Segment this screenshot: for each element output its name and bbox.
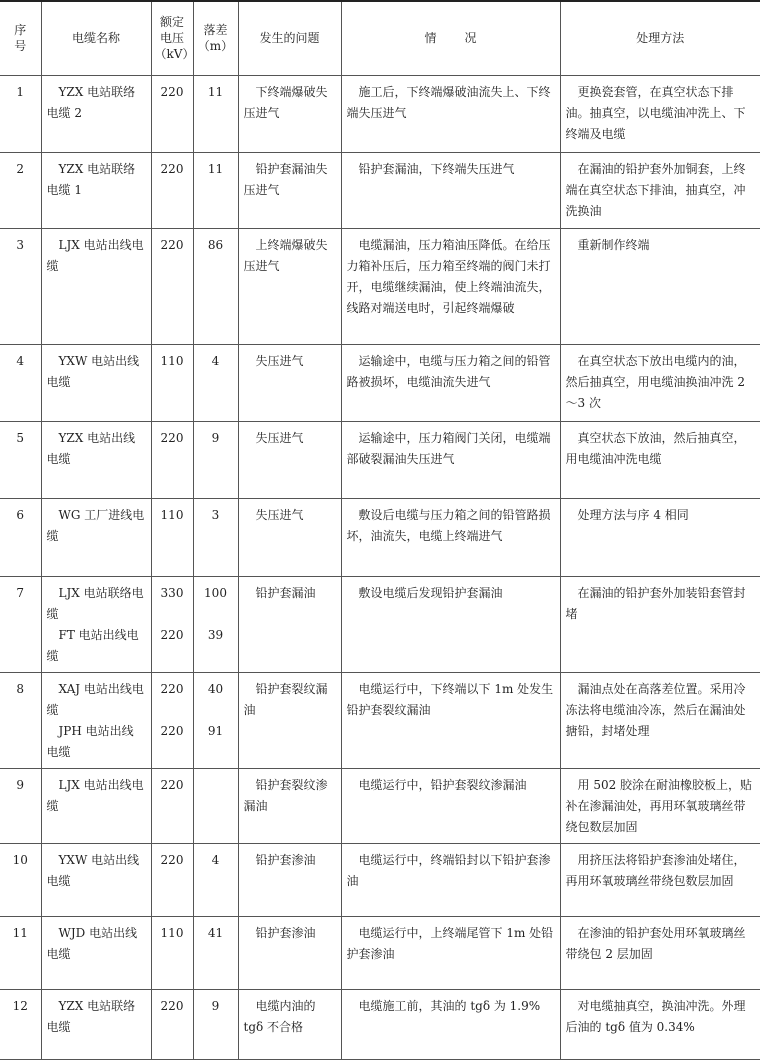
header-problem: 发生的问题 [238, 1, 341, 75]
table-row [0, 498, 760, 576]
cell-problem: 下终端爆破失压进气 [238, 75, 341, 152]
cell-method: 用挤压法将铅护套渗油处堵住，再用环氧玻璃丝带绕包数层加固 [560, 843, 760, 916]
cell-drop [193, 672, 238, 768]
cell-name [41, 916, 151, 989]
voltage-value: 220 [160, 237, 184, 252]
cell-name [41, 498, 151, 576]
cell-problem: 铅护套裂纹渗漏油 [238, 768, 341, 843]
header-row [0, 1, 760, 75]
cell-method: 漏油点处在高落差位置。采用冷冻法将电缆油冷冻，然后在漏油处搪铅，封堵处理 [560, 672, 760, 768]
drop-value: 11 [207, 161, 224, 176]
cell-voltage [151, 75, 193, 152]
cell-voltage [151, 228, 193, 344]
cell-method: 在渗油的铅护套处用环氧玻璃丝带绕包 2 层加固 [560, 916, 760, 989]
cell-voltage [151, 152, 193, 228]
cable-name: WJD 电站出线电缆 [46, 925, 138, 961]
cell-problem: 失压进气 [238, 421, 341, 498]
cell-situation: 电缆运行中，铅护套裂纹渗漏油 [341, 768, 560, 843]
cell-name [41, 672, 151, 768]
cell-seq: 3 [0, 228, 41, 344]
table-row [0, 843, 760, 916]
cell-drop [193, 916, 238, 989]
voltage-value: 220 [160, 723, 184, 738]
cell-method: 更换瓷套管，在真空状态下排油。抽真空，以电缆油冲洗上、下终端及电缆 [560, 75, 760, 152]
cell-problem: 铅护套漏油 [238, 576, 341, 672]
table-row [0, 576, 760, 672]
cell-problem: 铅护套渗油 [238, 843, 341, 916]
voltage-value: 330 [160, 585, 184, 600]
cell-voltage [151, 989, 193, 1059]
cell-drop [193, 344, 238, 421]
drop-value: 41 [207, 925, 224, 940]
cell-name [41, 989, 151, 1059]
cell-seq: 2 [0, 152, 41, 228]
cell-problem: 电缆内油的 tgδ 不合格 [238, 989, 341, 1059]
header-situation: 情 况 [341, 1, 560, 75]
cable-name: YXW 电站出线电缆 [46, 353, 140, 389]
drop-value: 39 [207, 627, 224, 642]
drop-value: 9 [211, 430, 220, 445]
cell-problem: 上终端爆破失压进气 [238, 228, 341, 344]
cell-drop [193, 421, 238, 498]
cell-voltage [151, 576, 193, 672]
cell-name [41, 75, 151, 152]
cable-name: XAJ 电站出线电缆 [46, 681, 144, 717]
cell-situation: 敷设电缆后发现铅护套漏油 [341, 576, 560, 672]
cell-voltage [151, 672, 193, 768]
voltage-value: 220 [160, 161, 184, 176]
cell-method: 重新制作终端 [560, 228, 760, 344]
cell-seq: 9 [0, 768, 41, 843]
cell-problem: 失压进气 [238, 498, 341, 576]
cell-name [41, 843, 151, 916]
voltage-value: 220 [160, 627, 184, 642]
header-voltage: 额定 电压 （kV） [151, 1, 193, 75]
header-method: 处理方法 [560, 1, 760, 75]
cell-situation: 敷设后电缆与压力箱之间的铅管路损坏，油流失，电缆上终端进气 [341, 498, 560, 576]
cell-seq: 11 [0, 916, 41, 989]
cell-situation: 电缆施工前，其油的 tgδ 为 1.9% [341, 989, 560, 1059]
cell-name [41, 576, 151, 672]
cell-situation: 运输途中，压力箱阀门关闭，电缆端部破裂漏油失压进气 [341, 421, 560, 498]
cell-voltage [151, 344, 193, 421]
cable-name: FT 电站出线电缆 [46, 627, 139, 663]
cell-name [41, 228, 151, 344]
cable-name: YZX 电站联络电缆 1 [46, 161, 136, 197]
cell-name [41, 768, 151, 843]
header-drop: 落差 （m） [193, 1, 238, 75]
cell-situation: 施工后，下终端爆破油流失上、下终端失压进气 [341, 75, 560, 152]
cable-name: JPH 电站出线电缆 [46, 723, 134, 759]
cell-seq: 4 [0, 344, 41, 421]
table-row [0, 228, 760, 344]
voltage-value: 220 [160, 84, 184, 99]
cable-name: WG 工厂进线电缆 [46, 507, 145, 543]
cell-seq: 6 [0, 498, 41, 576]
cell-seq: 5 [0, 421, 41, 498]
table-row [0, 989, 760, 1059]
voltage-value: 220 [160, 681, 184, 696]
cell-voltage [151, 421, 193, 498]
drop-value: 91 [207, 723, 224, 738]
cell-drop [193, 75, 238, 152]
cell-seq: 1 [0, 75, 41, 152]
drop-value: 86 [207, 237, 224, 252]
cell-method: 用 502 胶涂在耐油橡胶板上，贴补在渗漏油处，再用环氧玻璃丝带绕包数层加固 [560, 768, 760, 843]
cell-problem: 失压进气 [238, 344, 341, 421]
header-name: 电缆名称 [41, 1, 151, 75]
cell-voltage [151, 843, 193, 916]
drop-value: 100 [204, 585, 227, 600]
cell-name [41, 421, 151, 498]
cell-method: 在漏油的铅护套外加铜套，上终端在真空状态下排油，抽真空，冲洗换油 [560, 152, 760, 228]
header-seq: 序 号 [0, 1, 41, 75]
cell-method: 对电缆抽真空，换油冲洗。外理后油的 tgδ 值为 0.34% [560, 989, 760, 1059]
drop-value: 11 [207, 84, 224, 99]
cell-problem: 铅护套裂纹漏油 [238, 672, 341, 768]
voltage-value: 110 [160, 507, 184, 522]
voltage-value: 110 [160, 353, 184, 368]
cable-name: YXW 电站出线电缆 [46, 852, 140, 888]
cell-method: 真空状态下放油，然后抽真空，用电缆油冲洗电缆 [560, 421, 760, 498]
voltage-value: 220 [160, 777, 184, 792]
cell-method: 处理方法与序 4 相同 [560, 498, 760, 576]
table-row [0, 75, 760, 152]
cell-drop [193, 989, 238, 1059]
cell-situation: 电缆漏油，压力箱油压降低。在给压力箱补压后，压力箱至终端的阀门未打开，电缆继续漏油，使上终端油流失，线路对端送电时，引起终端爆破 [341, 228, 560, 344]
cell-situation: 电缆运行中，上终端尾管下 1m 处铅护套渗油 [341, 916, 560, 989]
voltage-value: 220 [160, 998, 184, 1013]
cable-name: YZX 电站出线电缆 [46, 430, 136, 466]
cell-situation: 铅护套漏油，下终端失压进气 [341, 152, 560, 228]
voltage-value: 110 [160, 925, 184, 940]
cell-drop [193, 498, 238, 576]
table-row [0, 152, 760, 228]
cell-method: 在真空状态下放出电缆内的油，然后抽真空，用电缆油换油冲洗 2～3 次 [560, 344, 760, 421]
table-row [0, 916, 760, 989]
cell-drop [193, 768, 238, 843]
table-row [0, 672, 760, 768]
drop-value: 3 [211, 507, 220, 522]
cell-name [41, 152, 151, 228]
table-row [0, 344, 760, 421]
cell-situation: 运输途中，电缆与压力箱之间的铅管路被损坏，电缆油流失进气 [341, 344, 560, 421]
cable-name: LJX 电站联络电缆 [46, 585, 144, 621]
cell-situation: 电缆运行中，终端铅封以下铅护套渗油 [341, 843, 560, 916]
cell-voltage [151, 768, 193, 843]
cell-drop [193, 843, 238, 916]
cell-problem: 铅护套渗油 [238, 916, 341, 989]
cell-seq: 10 [0, 843, 41, 916]
table-row [0, 768, 760, 843]
cable-name: YZX 电站联络电缆 2 [46, 84, 136, 120]
cell-seq: 12 [0, 989, 41, 1059]
table-row [0, 421, 760, 498]
cell-drop [193, 576, 238, 672]
cable-name: LJX 电站出线电缆 [46, 237, 144, 273]
cable-name: LJX 电站出线电缆 [46, 777, 144, 813]
cell-drop [193, 152, 238, 228]
cell-situation: 电缆运行中，下终端以下 1m 处发生铅护套裂纹漏油 [341, 672, 560, 768]
cell-method: 在漏油的铅护套外加装铅套管封堵 [560, 576, 760, 672]
drop-value: 4 [211, 353, 220, 368]
cell-drop [193, 228, 238, 344]
cell-voltage [151, 498, 193, 576]
cable-name: YZX 电站联络电缆 [46, 998, 136, 1034]
cell-seq: 7 [0, 576, 41, 672]
drop-value: 9 [211, 998, 220, 1013]
cell-problem: 铅护套漏油失压进气 [238, 152, 341, 228]
drop-value: 4 [211, 852, 220, 867]
cell-name [41, 344, 151, 421]
drop-value: 40 [207, 681, 224, 696]
cell-seq: 8 [0, 672, 41, 768]
cell-voltage [151, 916, 193, 989]
voltage-value: 220 [160, 430, 184, 445]
voltage-value: 220 [160, 852, 184, 867]
